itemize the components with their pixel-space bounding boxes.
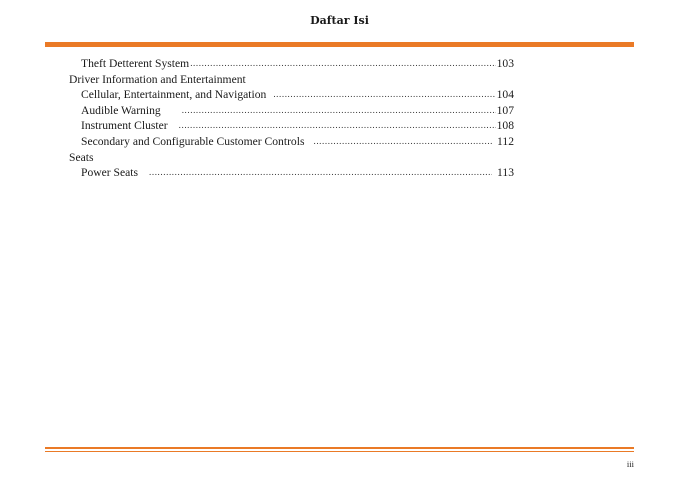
toc-entry[interactable] [69, 165, 514, 181]
toc-entry-label: Theft Detterent System [81, 57, 190, 70]
toc-entry-page: 107 [496, 103, 514, 117]
toc-entry[interactable] [69, 134, 514, 150]
toc-entry[interactable] [69, 118, 514, 134]
toc-entry-page: 108 [496, 119, 514, 133]
toc-entry[interactable] [69, 103, 514, 119]
toc-entry-label: Instrument Cluster [81, 119, 168, 133]
toc-entry-label: Audible Warning [81, 103, 161, 117]
toc-entry-label: Cellular, Entertainment, and Navigation [81, 88, 267, 102]
toc-entry-page: 113 [497, 166, 514, 180]
toc-entry-page: 112 [497, 134, 514, 148]
toc-section-heading[interactable] [69, 150, 514, 166]
page-title: Daftar Isi [310, 14, 369, 27]
toc-leader-dots [179, 117, 496, 134]
toc-leader-dots [313, 133, 492, 150]
toc-entry[interactable] [69, 87, 514, 103]
footer-divider [45, 447, 634, 449]
toc-entry[interactable] [69, 56, 514, 72]
toc-leader-dots [182, 102, 496, 119]
toc-section-label: Driver Information and Entertainment [69, 72, 246, 86]
header-divider [45, 42, 634, 47]
toc-entry-label: Power Seats [81, 166, 138, 180]
toc-entry-label: Secondary and Configurable Customer Controls [81, 134, 305, 148]
toc-leader-dots [190, 55, 495, 72]
table-of-contents [69, 56, 514, 181]
page-number: iii [626, 459, 634, 469]
toc-entry-page: 103 [496, 57, 514, 70]
toc-leader-dots [273, 86, 495, 103]
footer-divider-thin [45, 451, 634, 452]
toc-section-heading[interactable] [69, 72, 514, 88]
toc-entry-page: 104 [496, 88, 514, 102]
toc-section-label: Seats [69, 150, 94, 164]
toc-leader-dots [149, 164, 492, 181]
